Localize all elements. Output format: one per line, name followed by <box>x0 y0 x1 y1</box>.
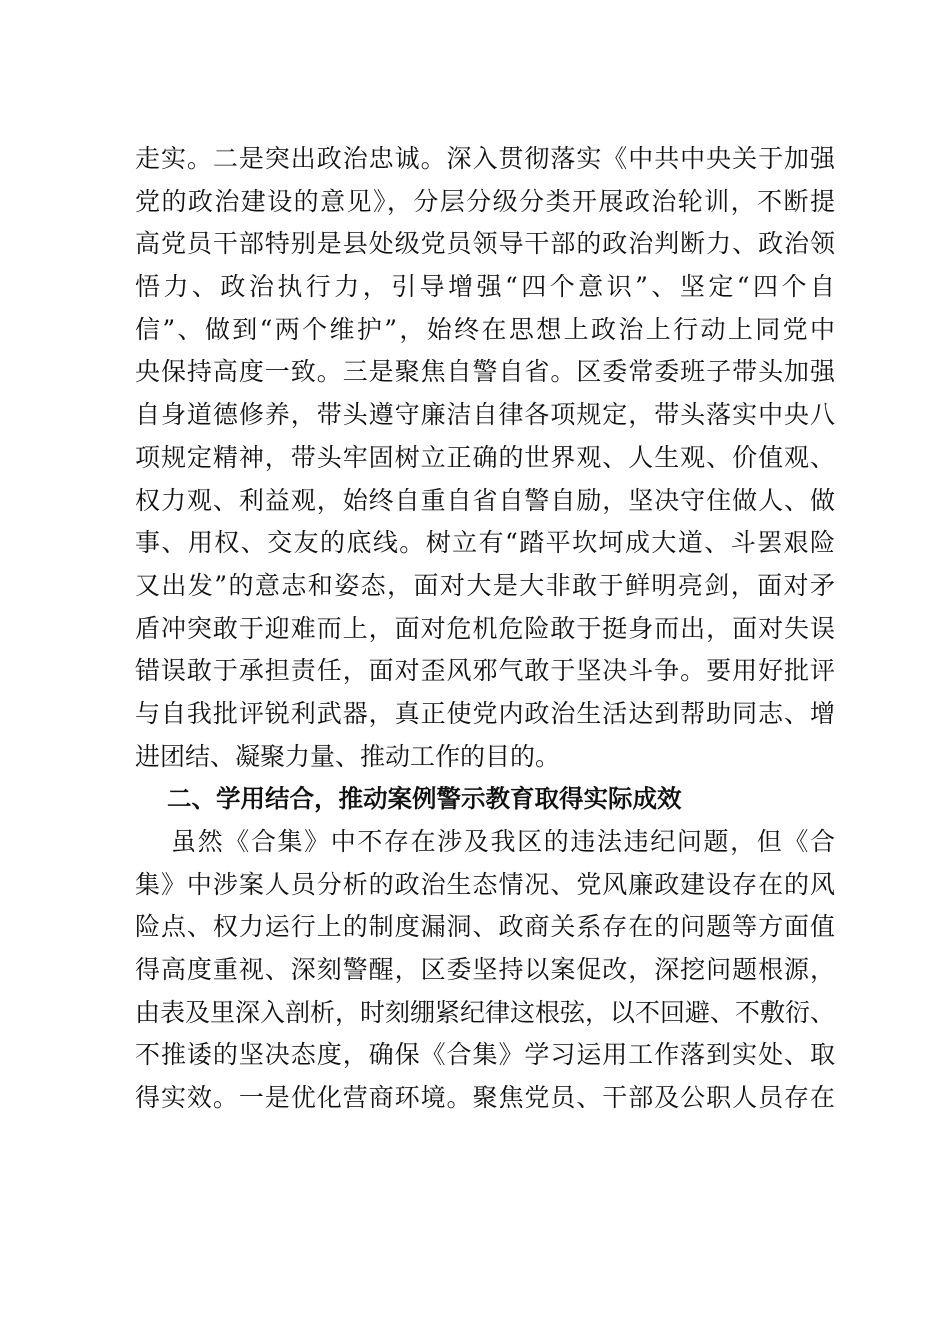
section-heading: 二、学用结合，推动案例警示教育取得实际成效 <box>167 784 682 814</box>
text-line: 得高度重视、深刻警醒，区委坚持以案促改，深挖问题根源， <box>135 955 835 985</box>
text-line: 权力观、利益观，始终自重自省自警自励，坚决守住做人、做 <box>135 485 835 515</box>
text-line: 信”、做到“两个维护”，始终在思想上政治上行动上同党中 <box>135 314 835 344</box>
text-line: 走实。二是突出政治忠诚。深入贯彻落实《中共中央关于加强 <box>135 144 835 173</box>
text-line: 央保持高度一致。三是聚焦自警自省。区委常委班子带头加强 <box>135 357 835 387</box>
text-line: 不推诿的坚决态度，确保《合集》学习运用工作落到实处、取 <box>135 1040 835 1070</box>
text-line: 又出发”的意志和姿态，面对大是大非敢于鲜明亮剑，面对矛 <box>135 570 835 600</box>
text-line: 错误敢于承担责任，面对歪风邪气敢于坚决斗争。要用好批评 <box>135 656 835 686</box>
text-line: 自身道德修养，带头遵守廉洁自律各项规定，带头落实中央八 <box>135 400 835 430</box>
body-text <box>135 138 835 1120</box>
text-line: 与自我批评锐利武器，真正使党内政治生活达到帮助同志、增 <box>135 698 835 728</box>
text-line: 盾冲突敢于迎难而上，面对危机危险敢于挺身而出，面对失误 <box>135 613 835 643</box>
text-line: 党的政治建设的意见》，分层分级分类开展政治轮训，不断提 <box>135 186 835 216</box>
text-line: 悟力、政治执行力，引导增强“四个意识”、坚定“四个自 <box>135 272 835 302</box>
text-line: 项规定精神，带头牢固树立正确的世界观、人生观、价值观、 <box>135 442 835 472</box>
text-line: 事、用权、交友的底线。树立有“踏平坎坷成大道、斗罢艰险 <box>135 528 835 558</box>
text-line: 险点、权力运行上的制度漏洞、政商关系存在的问题等方面值 <box>135 912 835 942</box>
text-line: 进团结、凝聚力量、推动工作的目的。 <box>135 741 561 771</box>
text-line: 高党员干部特别是县处级党员领导干部的政治判断力、政治领 <box>135 229 835 259</box>
text-line: 得实效。一是优化营商环境。聚焦党员、干部及公职人员存在 <box>135 1083 835 1113</box>
text-line: 由表及里深入剖析，时刻绷紧纪律这根弦，以不回避、不敷衍、 <box>135 997 836 1027</box>
text-line: 集》中涉案人员分析的政治生态情况、党风廉政建设存在的风 <box>135 869 835 899</box>
text-line: 虽然《合集》中不存在涉及我区的违法违纪问题，但《合 <box>171 827 835 856</box>
